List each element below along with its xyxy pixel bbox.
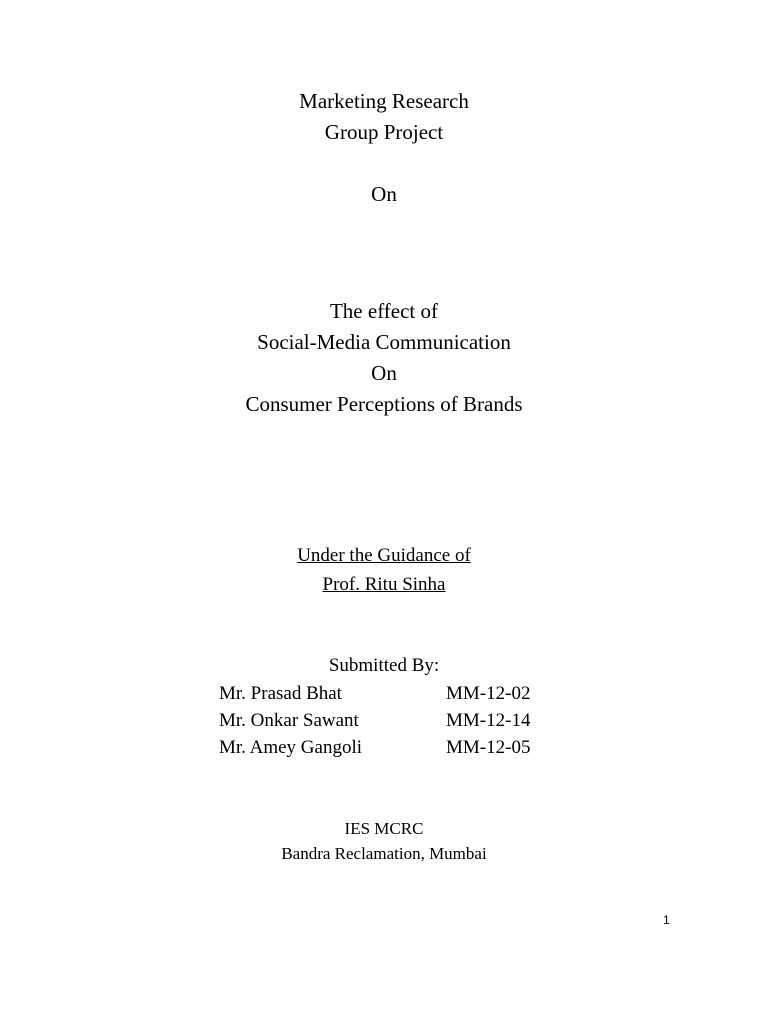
on-connector-1: On bbox=[371, 182, 397, 206]
guidance-label: Under the Guidance of bbox=[297, 545, 471, 566]
member-name: Mr. Amey Gangoli bbox=[219, 737, 363, 758]
project-type-line: Marketing Research bbox=[299, 89, 469, 113]
member-name: Mr. Onkar Sawant bbox=[219, 710, 359, 731]
guide-name: Prof. Ritu Sinha bbox=[322, 574, 446, 595]
institute-address: Bandra Reclamation, Mumbai bbox=[281, 844, 487, 863]
member-id: MM-12-02 bbox=[446, 683, 531, 704]
page-number: 1 bbox=[663, 913, 670, 927]
project-kind-line: Group Project bbox=[324, 120, 444, 144]
member-id: MM-12-05 bbox=[446, 737, 531, 758]
submitted-by-label: Submitted By: bbox=[328, 655, 440, 676]
title-line-4: Consumer Perceptions of Brands bbox=[245, 392, 523, 416]
member-id: MM-12-14 bbox=[446, 710, 531, 731]
title-line-1: The effect of bbox=[329, 299, 439, 323]
member-name: Mr. Prasad Bhat bbox=[219, 683, 342, 704]
title-line-3: On bbox=[371, 361, 397, 385]
institute-name: IES MCRC bbox=[344, 819, 424, 838]
title-line-2: Social-Media Communication bbox=[257, 330, 511, 354]
